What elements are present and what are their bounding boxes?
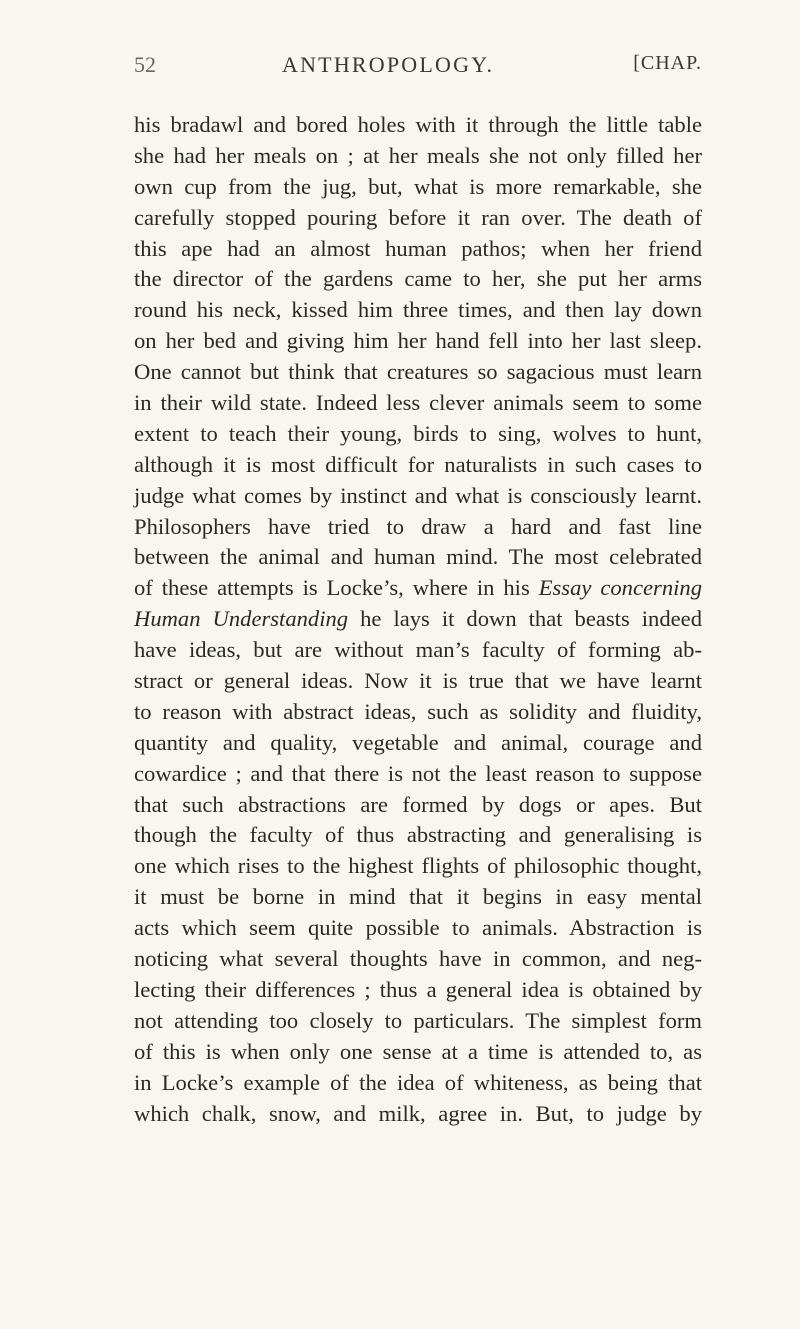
text-line: round his neck, kissed him three times, and then lay down xyxy=(134,297,702,323)
text-line: which chalk, snow, and milk, agree in. But, to judge by xyxy=(134,1100,702,1126)
text-line: that such abstractions are formed by dogs or apes. But xyxy=(134,791,702,817)
text-line: acts which seem quite possible to animals. Abstraction is xyxy=(134,915,702,941)
text-line: not attending too closely to particulars. The simplest form xyxy=(134,1007,702,1033)
text-line: in their wild state. Indeed less clever animals seem to some xyxy=(134,390,702,416)
text-line: stract or general ideas. Now it is true that we have learnt xyxy=(134,668,702,694)
text-line: carefully stopped pouring before it ran over. The death of xyxy=(134,204,702,230)
running-title: ANTHROPOLOGY. xyxy=(282,52,495,77)
text-line: one which rises to the highest flights of philosophic thought, xyxy=(134,853,702,879)
text-line: have ideas, but are without man’s faculty of forming ab- xyxy=(134,637,702,663)
text-line: of this is when only one sense at a time is attended to, as xyxy=(134,1038,702,1064)
chapter-mark: [CHAP. xyxy=(633,52,702,74)
body-text xyxy=(134,110,702,1129)
text-line: though the faculty of thus abstracting and generalising is xyxy=(134,822,702,848)
text-line: lecting their differences ; thus a general idea is obtained by xyxy=(134,976,702,1002)
text-line-with-title xyxy=(134,573,702,604)
text-line: although it is most difficult for naturalists in such cases to xyxy=(134,451,702,477)
text-line: the director of the gardens came to her, she put her arms xyxy=(134,266,702,292)
text-line: Philosophers have tried to draw a hard and fast line xyxy=(134,513,702,539)
text-line: cowardice ; and that there is not the least reason to suppose xyxy=(134,760,702,786)
text-fragment: of these attempts is Locke’s, where in his xyxy=(134,575,530,601)
text-line: quantity and quality, vegetable and animal, courage and xyxy=(134,729,702,755)
text-line: on her bed and giving him her hand fell into her last sleep. xyxy=(134,328,702,354)
text-line: it must be borne in mind that it begins in easy mental xyxy=(134,884,702,910)
text-line: to reason with abstract ideas, such as solidity and fluidity, xyxy=(134,698,702,724)
text-line: judge what comes by instinct and what is consciously learnt. xyxy=(134,482,702,508)
text-fragment: he lays it down that beasts indeed xyxy=(360,606,702,632)
text-line: between the animal and human mind. The most celebrated xyxy=(134,544,702,570)
text-line: extent to teach their young, birds to sing, wolves to hunt, xyxy=(134,420,702,446)
book-title-italic: Human Understanding xyxy=(134,606,349,632)
text-line: One cannot but think that creatures so sagacious must learn xyxy=(134,359,702,385)
text-line: in Locke’s example of the idea of whiteness, as being that xyxy=(134,1069,702,1095)
text-line: his bradawl and bored holes with it through the little table xyxy=(134,112,702,137)
page-number: 52 xyxy=(134,52,156,77)
text-line: this ape had an almost human pathos; when her friend xyxy=(134,235,702,261)
book-title-italic: Essay concerning xyxy=(538,575,702,601)
text-line: she had her meals on ; at her meals she not only filled her xyxy=(134,142,702,168)
text-line: noticing what several thoughts have in common, and neg- xyxy=(134,946,702,972)
running-header xyxy=(134,52,702,82)
text-line-with-title xyxy=(134,604,702,635)
text-line: own cup from the jug, but, what is more remarkable, she xyxy=(134,173,702,199)
